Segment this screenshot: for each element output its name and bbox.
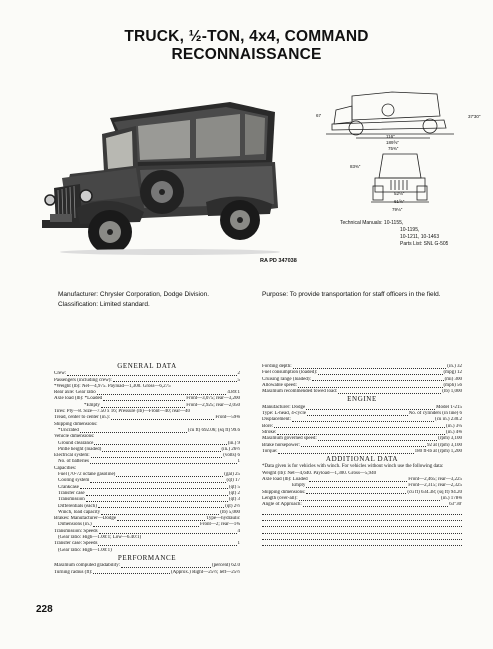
spec-value: (gal) 25 (224, 472, 240, 478)
manufacturer-block (58, 290, 258, 310)
leader-dots (278, 449, 413, 454)
leader-dots (101, 510, 219, 515)
spec-label: Cooling system (58, 478, 90, 484)
spec-label: Shipping dimensions: (262, 489, 306, 495)
spec-label: Torque: (262, 448, 278, 454)
leader-dots (292, 417, 434, 422)
dim-front-overhang: 37'30" (468, 114, 481, 119)
spec-label: Type: L-head, 4-cycle (262, 411, 306, 417)
leader-dots (90, 478, 225, 483)
spec-label: Weight (lb): Net—4,640. Payload—1,300. Gross—5,940 (262, 470, 377, 476)
spec-label: Winch, load capacity (58, 509, 101, 515)
spec-label: Bore: (262, 423, 274, 429)
spec-label: Allowable speed: (262, 382, 297, 388)
leader-dots (101, 403, 185, 408)
leader-dots (80, 485, 228, 490)
spec-value: (cu ft) 692.06; (sq ft) 99.6 (187, 427, 240, 433)
leader-dots (117, 516, 205, 521)
right-column (262, 364, 462, 546)
leader-dots (299, 496, 440, 501)
spec-label: Maximum recommended towed load: (262, 389, 338, 395)
general-data-heading: GENERAL DATA (117, 362, 177, 370)
leader-dots (277, 430, 445, 435)
spec-label: Differentials (each) (58, 503, 97, 509)
spec-value: 4 (237, 528, 240, 534)
spec-label: Vehicle dimensions: (54, 434, 95, 440)
spec-label: Rear axle: Gear ratio (54, 390, 96, 396)
spec-value: (mph) 56 (443, 382, 462, 388)
spec-value: (in.) 32 (447, 364, 462, 369)
spec-value: (rpm) 3,100 (438, 436, 462, 442)
leader-dots (309, 477, 408, 482)
spec-label: Electrical system: (54, 453, 90, 459)
classification: Classification: Limited standard. (58, 301, 150, 308)
spec-row (54, 570, 240, 576)
spec-label: Fuel consumption (loaded): (262, 370, 318, 376)
leader-dots (298, 383, 443, 388)
spec-label: Displacement: (262, 417, 291, 423)
spec-label: *Weight (lb): Net—4,975. Payload—1,300. Gross—6,275 (54, 383, 171, 389)
spec-value: (qt) 2½ (225, 503, 240, 509)
spec-value: (volts) 6 (223, 453, 240, 459)
spec-label: No. of batteries (58, 459, 89, 465)
leader-dots (306, 405, 435, 410)
leader-dots (97, 390, 227, 395)
leader-dots (98, 541, 236, 546)
spec-label: *Empty (84, 402, 100, 408)
spec-value: Front—2; rear—1¾ (200, 522, 240, 528)
title-line-1: TRUCK, ½-TON, 4x4, COMMAND (124, 28, 369, 45)
leader-dots (93, 570, 170, 575)
spec-value: Model T-215 (436, 404, 462, 410)
spec-value: 92 at (rpm) 3,100 (427, 442, 462, 448)
spec-value: 1 (237, 541, 240, 547)
spec-label: Empty (292, 483, 306, 489)
leader-dots (94, 441, 226, 446)
dim-overall-width: 79⅛" (392, 207, 403, 212)
spec-label: Transmission: Speeds (54, 528, 98, 534)
spec-value: Front—2,925; rear—2,050 (186, 402, 240, 408)
spec-label: Fording depth: (262, 364, 292, 369)
spec-value: Front—2,465; rear—3,225 (408, 477, 462, 483)
performance-rows (54, 563, 240, 576)
spec-label: Passengers (including crew): (54, 377, 112, 383)
blank-ruled-line (262, 540, 462, 546)
spec-value: (mi) 300 (444, 376, 462, 382)
spec-value: (in.) 26½ (221, 446, 240, 452)
leader-dots (102, 447, 220, 452)
spec-label: Dimensions (in.) (58, 522, 92, 528)
manual-entry: 10-1155, (383, 220, 404, 226)
leader-dots (86, 491, 228, 496)
left-column (54, 362, 240, 576)
leader-dots (274, 424, 445, 429)
dim-width-1: 52⅛" (394, 191, 405, 196)
spec-value: Front—2,315; rear—2,325 (408, 483, 462, 489)
general-data-rows (54, 371, 240, 554)
spec-value: 1 (237, 459, 240, 465)
spec-value: (in.) 4⅝ (446, 429, 462, 435)
leader-dots (301, 443, 426, 448)
additional-data-heading: ADDITIONAL DATA (325, 455, 399, 464)
manufacturer: Manufacturer: Chrysler Corporation, Dodge Division. (58, 291, 210, 298)
leader-dots (98, 504, 224, 509)
vehicle-photo (40, 96, 285, 256)
spec-value: 4.89:1 (227, 390, 240, 396)
engine-heading: ENGINE (347, 395, 377, 404)
spec-label: Axle load (lb): *Loaded (54, 396, 103, 402)
spec-label: *Uncrated (58, 427, 79, 433)
spec-value: 2 (237, 371, 240, 377)
leader-dots (121, 563, 211, 568)
leader-dots (103, 396, 185, 401)
dim-track: 75⅜" (388, 146, 399, 151)
spec-value: (cu ft) 634.38; (sq ft) 94.20 (407, 489, 462, 495)
spec-label: Length (over-all): (262, 495, 298, 501)
spec-label: Tires: Ply—8. Size—7.50 x 16; Pressure (lb)—Front—40; rear—40 (54, 409, 191, 415)
spec-value: (in.) 3¼ (446, 423, 462, 429)
spec-label: (Gear ratio: High—1.00:1) (58, 547, 112, 553)
spec-value: (in.) 9 (227, 440, 240, 446)
spec-label: Capacities: (54, 465, 77, 471)
spec-value: (percent) 62.0 (211, 563, 240, 569)
spec-label: Shipping dimensions: (54, 421, 98, 427)
spec-label: Pintle height (loaded) (58, 446, 102, 452)
spec-value: (Approx.) Right—25½; left—25½ (170, 569, 240, 575)
title-line-2: RECONNAISSANCE (171, 46, 322, 63)
spec-value: Type—hydraulic (206, 516, 240, 522)
spec-label: Angle of Approach: (262, 502, 302, 508)
purpose: Purpose: To provide transportation for staff officers in the field. (262, 291, 441, 298)
technical-manuals (340, 220, 448, 248)
spec-label: Maximum computed gradability: (54, 563, 121, 569)
photo-caption: RA PD 347038 (260, 258, 297, 264)
leader-dots (318, 436, 437, 441)
page-number: 228 (36, 604, 53, 615)
spec-value: Front—59⅝ (215, 415, 240, 421)
spec-value: (lb) 1,000 (442, 389, 462, 395)
blank-lines (262, 509, 462, 547)
spec-label: Crew: (54, 371, 67, 377)
spec-value: (qt) 2 (229, 490, 240, 496)
leader-dots (67, 371, 236, 376)
spec-row (54, 548, 240, 554)
leader-dots (312, 377, 444, 382)
spec-label: Transfer case: Speeds (54, 541, 98, 547)
spec-value: 63°30' (449, 502, 462, 508)
spec-label: Stroke: (262, 429, 277, 435)
spec-value: (qt) 17 (226, 478, 240, 484)
leader-dots (306, 483, 407, 488)
spec-value: 5 (237, 377, 240, 383)
spec-label: Brake horsepower: (262, 442, 300, 448)
additional-note: *Data given is for vehicles with winch. For vehicles without winch use the following data: (262, 464, 444, 470)
spec-value: (lb) 5,000 (220, 509, 240, 515)
dim-width-2: 61⅝" (394, 199, 405, 204)
spec-label: Tread, center to center (in.): (54, 415, 110, 421)
spec-value: (qt) 5 (229, 484, 240, 490)
leader-dots (338, 389, 441, 394)
spec-value: (qt) 3 (229, 497, 240, 503)
page-title (0, 28, 493, 64)
additional-rows (262, 471, 462, 509)
manual-entry: 10-1211, 10-1463 (400, 234, 440, 240)
spec-label: (Gear ratio: High—1.00:1; Low—6.40:1) (58, 535, 142, 541)
spec-value: (cu in.) 230.2 (435, 417, 462, 423)
leader-dots (86, 497, 228, 502)
leader-dots (318, 370, 442, 375)
dim-height: 83⅜" (350, 164, 361, 169)
spec-label: Transmission (58, 497, 85, 503)
spec-value: No. of cylinders (in line) 6 (408, 411, 462, 417)
spec-label: Turning radius (ft): (54, 569, 93, 575)
leader-dots (113, 378, 237, 383)
spec-label: Axle load (lb): Loaded (262, 477, 308, 483)
spec-label: Fuel (70-72 octane gasoline) (58, 472, 116, 478)
dim-overall-length: 189⅝" (386, 140, 399, 145)
spec-value: (in.) 178⅝ (441, 495, 462, 501)
leader-dots (90, 459, 237, 464)
leader-dots (293, 364, 447, 369)
spec-value: Front—3,075; rear—3,200 (186, 396, 240, 402)
spec-label: Manufacturer: Dodge (262, 404, 306, 410)
spec-label: Ground clearance (58, 440, 94, 446)
spec-label: Crankcase (58, 484, 79, 490)
leader-dots (303, 502, 448, 507)
leader-dots (116, 472, 223, 477)
engine-rows (262, 405, 462, 455)
leader-dots (99, 529, 237, 534)
leader-dots (91, 453, 223, 458)
performance-heading: PERFORMANCE (117, 553, 177, 562)
dim-side-height: 67 (316, 113, 322, 118)
dim-wheelbase: 116" (386, 134, 395, 139)
leader-dots (111, 415, 215, 420)
operational-rows (262, 364, 462, 395)
leader-dots (306, 490, 406, 495)
spec-label: Brakes: Manufacturer—Dodge (54, 516, 117, 522)
spec-label: Cruising range (loaded): (262, 376, 311, 382)
spec-label: Maximum governed speed: (262, 436, 317, 442)
parts-list: Parts List: SNL G-505 (400, 241, 449, 247)
manual-entry: 10-1195, (400, 227, 420, 233)
leader-dots (93, 522, 199, 527)
spec-value: (mpg) 12 (443, 370, 462, 376)
leader-dots (80, 428, 187, 433)
manuals-label: Technical Manuals: (340, 220, 383, 226)
spec-value: 180 ft-lb at (rpm) 1,200 (414, 448, 462, 454)
spec-label: Transfer case (58, 490, 85, 496)
leader-dots (307, 411, 408, 416)
